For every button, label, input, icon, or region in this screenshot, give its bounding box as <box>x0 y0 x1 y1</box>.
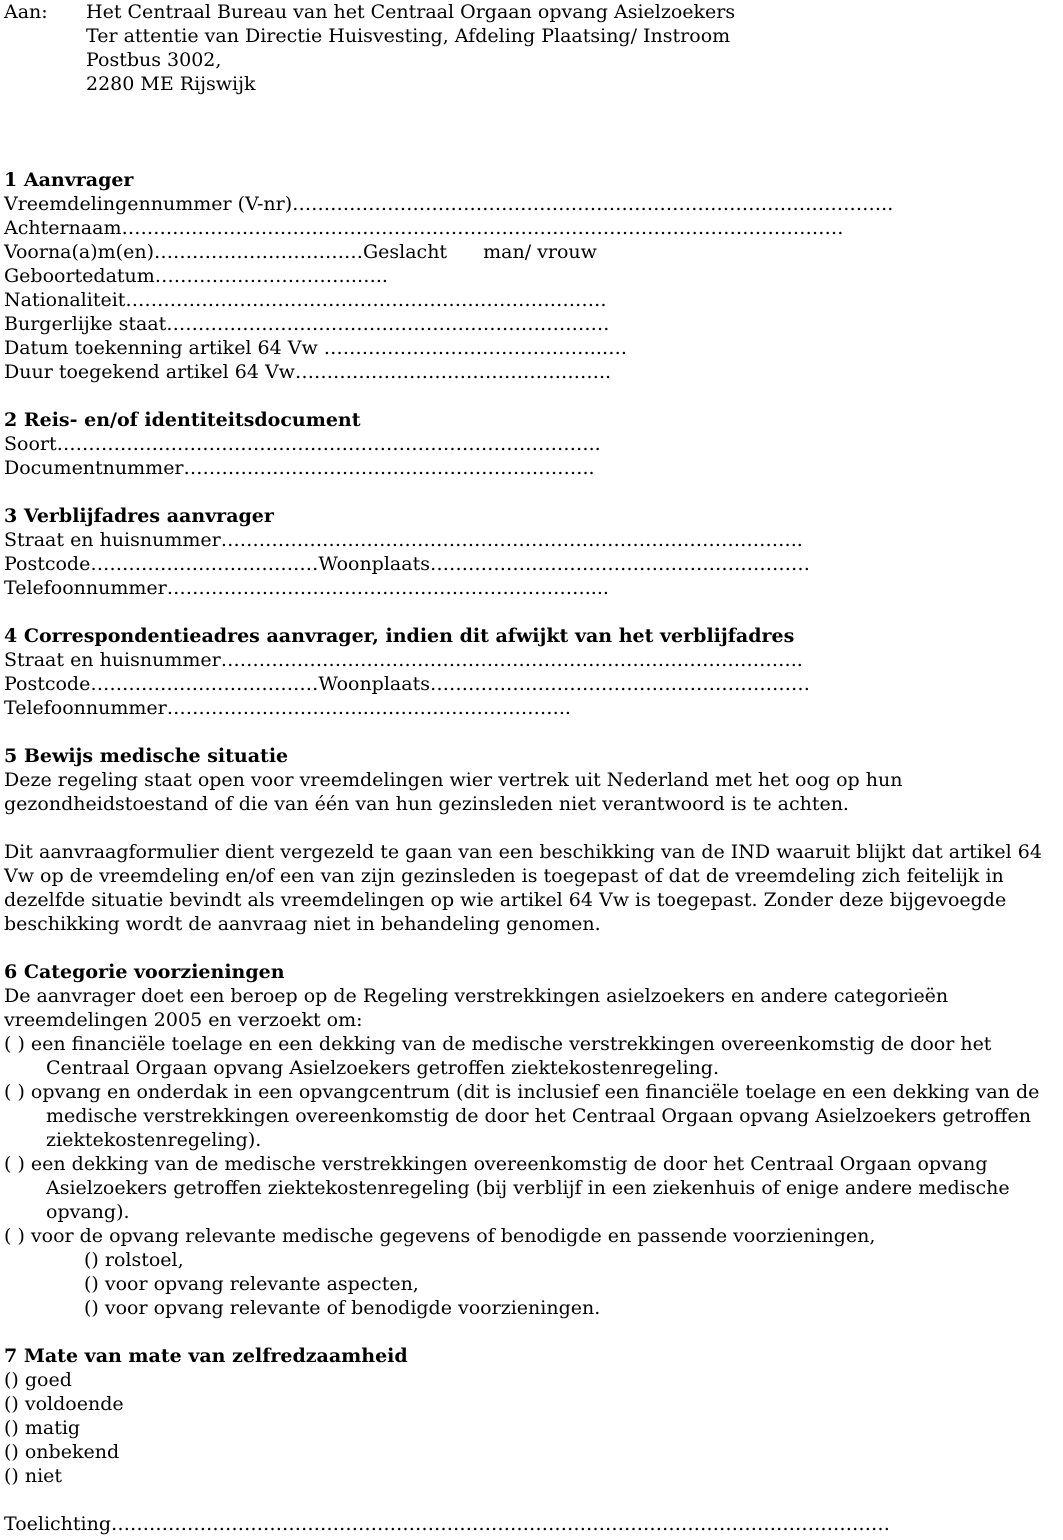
field-datum-toekenning[interactable]: Datum toekenning artikel 64 Vw ……………………………………..…. <box>4 337 627 359</box>
section-title: 5 Bewijs medische situatie <box>4 745 289 767</box>
form-page <box>4 0 1060 1536</box>
field-burgerlijke-staat[interactable]: Burgerlijke staat……………………………………………………………. <box>4 313 610 335</box>
section-title: 6 Categorie voorzieningen <box>4 961 285 983</box>
field-nationaliteit[interactable]: Nationaliteit…………………………………………………………………. <box>4 289 607 311</box>
section-aanvrager <box>4 168 1060 384</box>
option-opvang-onderdak[interactable]: ( ) opvang en onderdak in een opvangcentrum (dit is inclusief een financiële toelage en een dekking van de medische verstrekkingen overeenkomstig de door het Centraal Orgaan opvang Asielzoekers getroffen ziektekostenregeling). <box>4 1081 1040 1151</box>
field-duur-toegekend[interactable]: Duur toegekend artikel 64 Vw………………………………………….. <box>4 361 612 383</box>
option-niet[interactable]: () niet <box>4 1465 63 1487</box>
section-title: 4 Correspondentieadres aanvrager, indien dit afwijkt van het verblijfadres <box>4 625 795 647</box>
field-straat[interactable]: Straat en huisnummer……………………………………………………………………………….. <box>4 649 803 671</box>
section-zelfredzaamheid <box>4 1344 1060 1488</box>
field-postcode-woonplaats[interactable]: Postcode………………………………Woonplaats…………………………………………………… <box>4 673 810 695</box>
field-geboortedatum[interactable]: Geboortedatum…………………………..….. <box>4 265 388 287</box>
option-medische-dekking[interactable]: ( ) een dekking van de medische verstrekkingen overeenkomstig de door het Centraal Orgaan opvang Asielzoekers getroffen ziektekostenregeling (bij verblijf in een ziekenhuis of enige andere medische opvang). <box>4 1153 1010 1223</box>
section-categorie <box>4 960 1060 1320</box>
address-line: Postbus 3002, <box>86 49 222 71</box>
option-medische-gegevens[interactable]: ( ) voor de opvang relevante medische gegevens of benodigde en passende voorzieningen, <box>4 1225 876 1247</box>
field-straat[interactable]: Straat en huisnummer……………………………………………………………………………….. <box>4 529 803 551</box>
option-voldoende[interactable]: () voldoende <box>4 1393 124 1415</box>
field-documentnummer[interactable]: Documentnummer……………………………………………………….. <box>4 457 595 479</box>
section-verblijfadres <box>4 504 1060 600</box>
section-correspondentieadres <box>4 624 1060 720</box>
section-title: 7 Mate van mate van zelfredzaamheid <box>4 1345 408 1367</box>
field-telefoon[interactable]: Telefoonnummer…………………………..………………………….. <box>4 697 571 719</box>
option-onbekend[interactable]: () onbekend <box>4 1441 120 1463</box>
address-line: 2280 ME Rijswijk <box>86 73 256 95</box>
sub-option-aspecten[interactable]: () voor opvang relevante aspecten, <box>84 1273 419 1295</box>
field-soort[interactable]: Soort………………………………………………………………………….. <box>4 433 601 455</box>
section-title: 2 Reis- en/of identiteitsdocument <box>4 409 361 431</box>
address-lines <box>86 0 1060 96</box>
gender-options[interactable]: man/ vrouw <box>483 241 597 263</box>
field-voornamen-geslacht[interactable] <box>4 240 1060 264</box>
section-title: 1 Aanvrager <box>4 169 134 191</box>
paragraph: Dit aanvraagformulier dient vergezeld te gaan van een beschikking van de IND waaruit blijkt dat artikel 64 Vw op de vreemdeling en/of een van zijn gezinsleden is toegepast of dat de vreemdeling zich feitelijk in dezelfde situatie bevindt als vreemdelingen op wie artikel 64 Vw is toegepast. Zonder deze bijgevoegde beschikking wordt de aanvraag niet in behandeling genomen. <box>4 841 1042 935</box>
intro-text: De aanvrager doet een beroep op de Regeling verstrekkingen asielzoekers en andere categorieën vreemdelingen 2005 en verzoekt om: <box>4 985 949 1031</box>
field-voornamen[interactable]: Voorna(a)m(en)……………………………Geslacht <box>4 241 448 263</box>
field-telefoon[interactable]: Telefoonnummer………………………………………………………….... <box>4 577 609 599</box>
field-v-nr[interactable]: Vreemdelingennummer (V-nr)………………………………………………………………………………….. <box>4 193 894 215</box>
address-block <box>4 0 1060 96</box>
option-goed[interactable]: () goed <box>4 1369 72 1391</box>
section-title: 3 Verblijfadres aanvrager <box>4 505 274 527</box>
address-line: Het Centraal Bureau van het Centraal Orgaan opvang Asielzoekers <box>86 1 736 23</box>
option-matig[interactable]: () matig <box>4 1417 81 1439</box>
field-postcode-woonplaats[interactable]: Postcode………………………………Woonplaats…………………………………………………… <box>4 553 810 575</box>
field-toelichting[interactable]: Toelichting…………………………………………………………………………………………………………… <box>4 1513 891 1535</box>
address-label: Aan: <box>4 1 48 23</box>
sub-option-rolstoel[interactable]: () rolstoel, <box>84 1249 184 1271</box>
field-achternaam[interactable]: Achternaam…………………………………………………………………………………………………… <box>4 217 844 239</box>
sub-option-voorzieningen[interactable]: () voor opvang relevante of benodigde voorzieningen. <box>84 1297 601 1319</box>
option-financiele-toelage[interactable]: ( ) een financiële toelage en een dekking van de medische verstrekkingen overeenkomstig de door het Centraal Orgaan opvang Asielzoekers getroffen ziektekostenregeling. <box>4 1033 992 1079</box>
paragraph: Deze regeling staat open voor vreemdelingen wier vertrek uit Nederland met het oog op hun gezondheidstoestand of die van één van hun gezinsleden niet verantwoord is te achten. <box>4 769 903 815</box>
section-document <box>4 408 1060 480</box>
section-medische-situatie <box>4 744 1060 936</box>
address-line: Ter attentie van Directie Huisvesting, Afdeling Plaatsing/ Instroom <box>86 25 731 47</box>
